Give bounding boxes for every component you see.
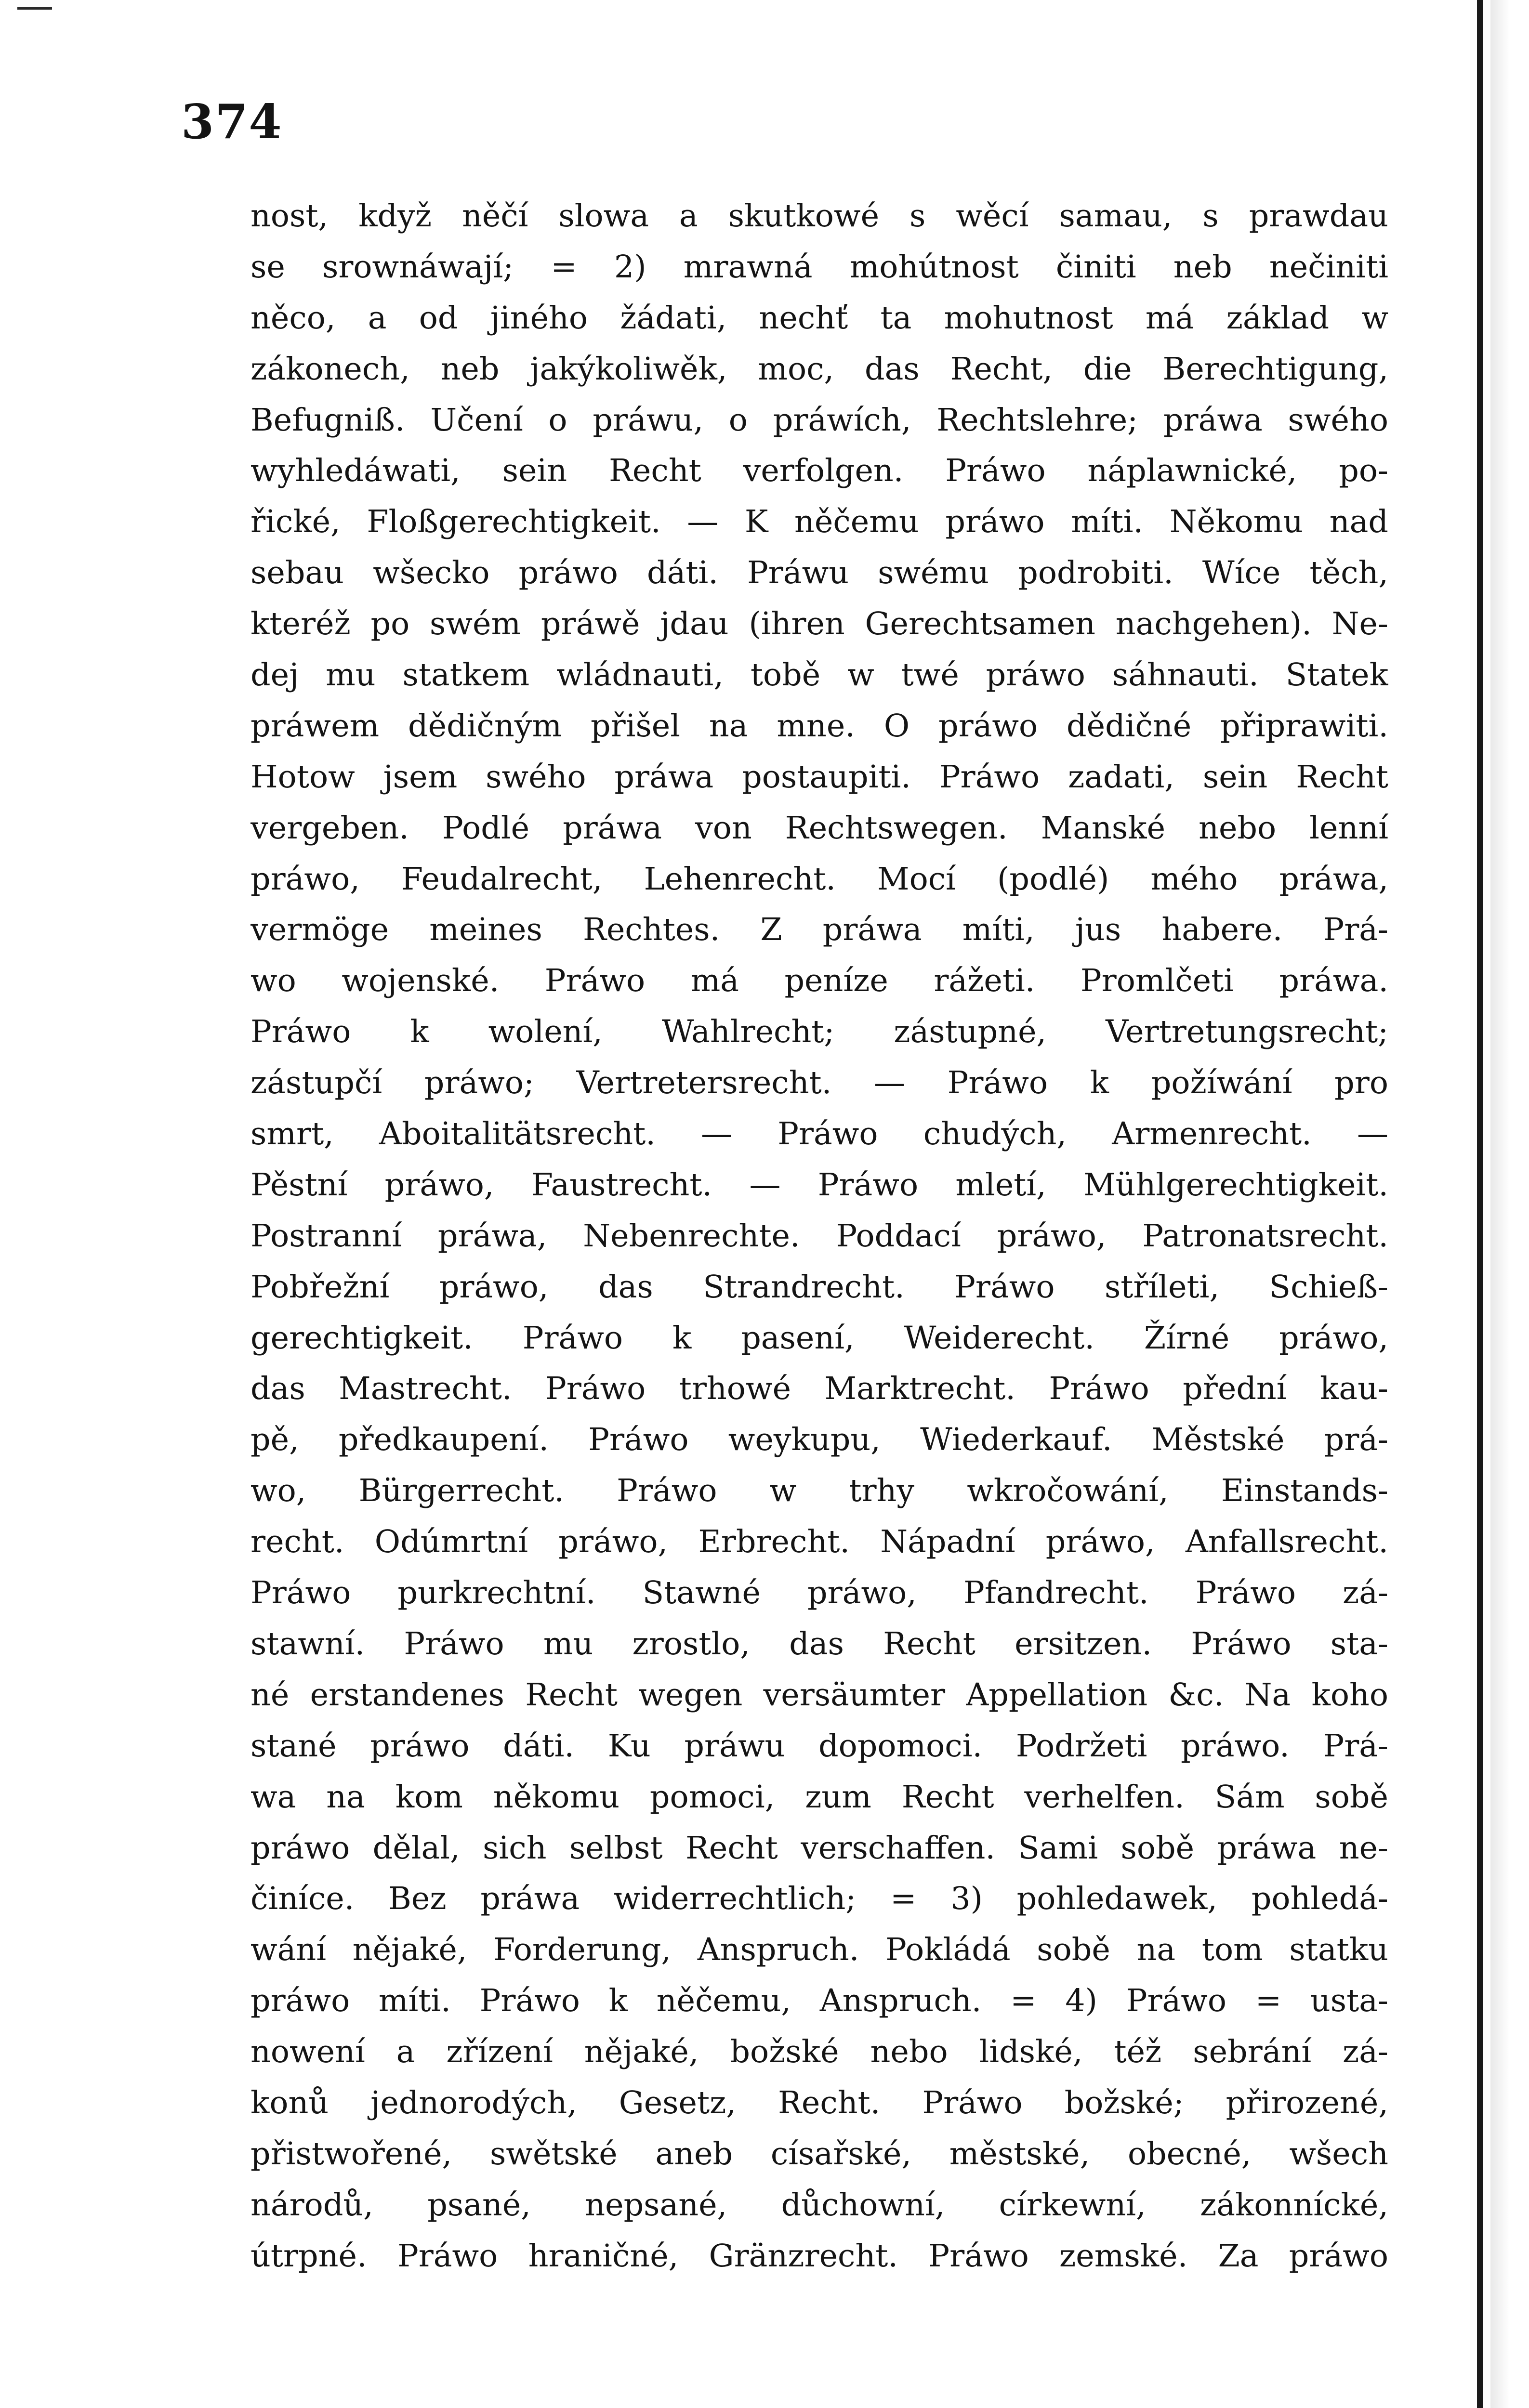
text-line: Befugniß. Učení o práwu, o práwích, Rechtslehre; práwa swého — [250, 402, 1388, 438]
page-number: 374 — [181, 94, 283, 150]
text-line: Práwo k wolení, Wahlrecht; zástupné, Vertretungsrecht; — [250, 1014, 1388, 1050]
text-line: se srownáwají; = 2) mrawná mohútnost činiti neb nečiniti — [250, 249, 1388, 285]
text-line: wo wojenské. Práwo má peníze rážeti. Promlčeti práwa. — [250, 963, 1388, 999]
text-line: Pěstní práwo, Faustrecht. — Práwo mletí, Mühlgerechtigkeit. — [250, 1166, 1388, 1203]
text-line: recht. Odúmrtní práwo, Erbrecht. Nápadní práwo, Anfallsrecht. — [250, 1524, 1388, 1560]
page-edge-shadow — [1490, 0, 1510, 2408]
text-line: pě, předkaupení. Práwo weykupu, Wiederkauf. Městské prá- — [250, 1422, 1388, 1458]
text-line: práwo dělal, sich selbst Recht verschaffen. Sami sobě práwa ne- — [250, 1830, 1388, 1866]
text-line: kteréž po swém práwě jdau (ihren Gerechtsamen nachgehen). Ne- — [250, 606, 1388, 642]
text-line: wání nějaké, Forderung, Anspruch. Pokládá sobě na tom statku — [250, 1932, 1388, 1968]
text-line: řické, Floßgerechtigkeit. — K něčemu práwo míti. Někomu nad — [250, 504, 1388, 540]
text-line: wyhledáwati, sein Recht verfolgen. Práwo náplawnické, po- — [250, 453, 1388, 489]
text-line: stawní. Práwo mu zrostlo, das Recht ersitzen. Práwo sta- — [250, 1625, 1388, 1662]
text-line: das Mastrecht. Práwo trhowé Marktrecht. Práwo přední kau- — [250, 1371, 1388, 1407]
text-line: gerechtigkeit. Práwo k pasení, Weiderecht. Žírné práwo, — [250, 1320, 1388, 1356]
text-line: wo, Bürgerrecht. Práwo w trhy wkročowání, Einstands- — [250, 1473, 1388, 1509]
text-line: konů jednorodých, Gesetz, Recht. Práwo božské; přirozené, — [250, 2084, 1388, 2121]
text-body — [250, 191, 1388, 2282]
text-line: wa na kom někomu pomoci, zum Recht verhelfen. Sám sobě — [250, 1779, 1388, 1815]
text-line: přistwořené, swětské aneb císařské, městské, obecné, wšech — [250, 2135, 1388, 2172]
text-line: Postranní práwa, Nebenrechte. Poddací práwo, Patronatsrecht. — [250, 1217, 1388, 1254]
text-line: práwem dědičným přišel na mne. O práwo dědičné připrawiti. — [250, 707, 1388, 744]
text-line: nowení a zřízení nějaké, božské nebo lidské, též sebrání zá- — [250, 2034, 1388, 2070]
text-line: vergeben. Podlé práwa von Rechtswegen. Manské nebo lenní — [250, 810, 1388, 846]
text-line: dej mu statkem wládnauti, tobě w twé práwo sáhnauti. Statek — [250, 657, 1388, 694]
text-line: stané práwo dáti. Ku práwu dopomoci. Podržeti práwo. Prá- — [250, 1727, 1388, 1764]
text-line: něco, a od jiného žádati, nechť ta mohutnost má základ w — [250, 300, 1388, 336]
text-line: sebau wšecko práwo dáti. Práwu swému podrobiti. Wíce těch, — [250, 555, 1388, 591]
text-line: Práwo purkrechtní. Stawné práwo, Pfandrecht. Práwo zá- — [250, 1575, 1388, 1611]
text-line: práwo, Feudalrecht, Lehenrecht. Mocí (podlé) mého práwa, — [250, 861, 1388, 897]
text-line: vermöge meines Rechtes. Z práwa míti, jus habere. Prá- — [250, 912, 1388, 948]
text-line: nost, když něčí slowa a skutkowé s wěcí samau, s prawdau — [250, 198, 1388, 234]
text-line: né erstandenes Recht wegen versäumter Appellation &c. Na koho — [250, 1676, 1388, 1713]
text-line: činíce. Bez práwa widerrechtlich; = 3) pohledawek, pohledá- — [250, 1881, 1388, 1917]
text-line: Pobřežní práwo, das Strandrecht. Práwo stříleti, Schieß- — [250, 1269, 1388, 1305]
text-line: smrt, Aboitalitätsrecht. — Práwo chudých, Armenrecht. — — [250, 1116, 1388, 1152]
text-line: práwo míti. Práwo k něčemu, Anspruch. = 4) Práwo = usta- — [250, 1983, 1388, 2019]
text-line: zástupčí práwo; Vertretersrecht. — Práwo k požíwání pro — [250, 1065, 1388, 1101]
text-line: Hotow jsem swého práwa postaupiti. Práwo zadati, sein Recht — [250, 759, 1388, 795]
text-line: národů, psané, nepsané, důchowní, církewní, zákonnícké, — [250, 2186, 1388, 2223]
text-line: zákonech, neb jakýkoliwěk, moc, das Recht, die Berechtigung, — [250, 351, 1388, 387]
page-edge-line — [1477, 0, 1483, 2408]
scan-mark — [17, 7, 52, 10]
text-line: útrpné. Práwo hraničné, Gränzrecht. Práwo zemské. Za práwo — [250, 2238, 1388, 2274]
